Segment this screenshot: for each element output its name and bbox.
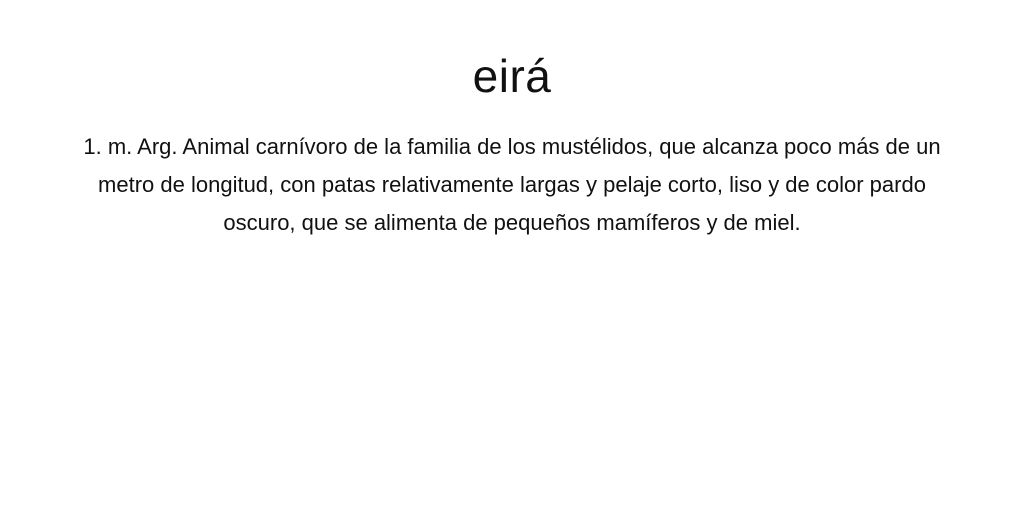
definition-text: 1. m. Arg. Animal carnívoro de la familia de los mustélidos, que alcanza poco más de un metro de longitud, con patas relativamente largas y pelaje corto, liso y de color pardo oscuro, que se alimenta de pequeños mamíferos y de miel. [83,134,941,235]
headword: eirá [472,50,552,102]
